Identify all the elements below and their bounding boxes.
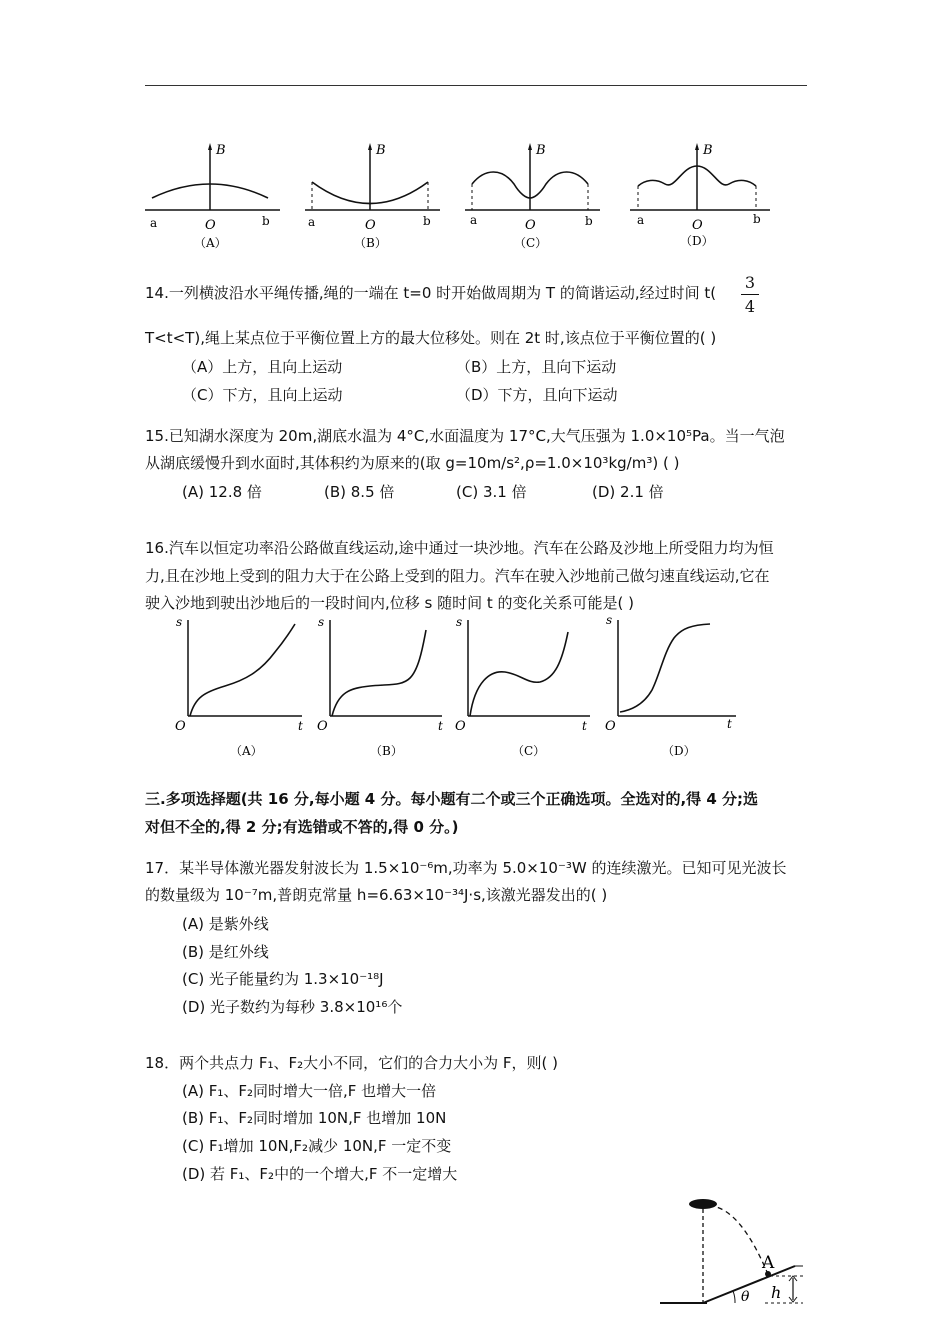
- svg-text:b: b: [585, 214, 593, 228]
- panel-q16-a: [175, 615, 303, 758]
- svg-text:a: a: [470, 213, 478, 227]
- origin-label: O: [205, 218, 216, 233]
- q14-option-a: （A）上方，且向上运动: [182, 358, 343, 376]
- height-label: h: [771, 1283, 782, 1302]
- svg-text:t: t: [727, 717, 732, 731]
- svg-text:t: t: [298, 719, 303, 733]
- svg-text:O: O: [692, 218, 703, 233]
- panel-q13-a: [145, 143, 280, 250]
- axis-label: B: [216, 143, 226, 158]
- svg-text:（D）: （D）: [662, 744, 696, 758]
- q18-option-d: (D) 若 F₁、F₂中的一个增大,F 不一定增大: [182, 1165, 458, 1183]
- svg-text:（B）: （B）: [370, 744, 403, 758]
- svg-text:a: a: [308, 215, 316, 229]
- figure-q16: [170, 612, 740, 762]
- svg-text:O: O: [365, 218, 376, 233]
- svg-text:（C）: （C）: [514, 236, 548, 250]
- svg-text:B: B: [536, 143, 546, 158]
- q18-line1: 18．两个共点力 F₁、F₂大小不同，它们的合力大小为 F，则( ): [145, 1054, 559, 1072]
- q17-line2: 的数量级为 10⁻⁷m,普朗克常量 h=6.63×10⁻³⁴J·s,该激光器发出的( ): [145, 886, 608, 904]
- angle-label: θ: [741, 1289, 750, 1305]
- caption: （A）: [194, 236, 227, 250]
- q16-line1: 16.汽车以恒定功率沿公路做直线运动,途中通过一块沙地。汽车在公路及沙地上所受阻力均为恒: [145, 539, 774, 557]
- q18-option-a: (A) F₁、F₂同时增大一倍,F 也增大一倍: [182, 1082, 437, 1100]
- point-a-label: A: [762, 1253, 775, 1273]
- q18-option-b: (B) F₁、F₂同时增加 10N,F 也增加 10N: [182, 1109, 447, 1127]
- q17-line1: 17．某半导体激光器发射波长为 1.5×10⁻⁶m,功率为 5.0×10⁻³W 的连续激光。已知可见光波长: [145, 859, 787, 877]
- q17-option-a: (A) 是紫外线: [182, 915, 269, 933]
- q16-line3: 驶入沙地到驶出沙地后的一段时间内,位移 s 随时间 t 的变化关系可能是( ): [145, 594, 635, 612]
- header-rule: [145, 85, 807, 86]
- q15-line2: 从湖底缓慢升到水面时,其体积约为原来的(取 g=10m/s²,ρ=1.0×10³kg/m³) ( ): [145, 454, 680, 472]
- point-b-label: b: [262, 214, 270, 228]
- q17-option-d: (D) 光子数约为每秒 3.8×10¹⁶个: [182, 998, 403, 1016]
- svg-text:t: t: [438, 719, 443, 733]
- q15-option-a: (A) 12.8 倍: [182, 483, 262, 501]
- q15-line1: 15.已知湖水深度为 20m,湖底水温为 4°C,水面温度为 17°C,大气压强为 1.0×10⁵Pa。当一气泡: [145, 427, 785, 445]
- figure-q13: [140, 140, 790, 255]
- svg-text:t: t: [582, 719, 587, 733]
- section3-heading-line2: 对但不全的,得 2 分;有选错或不答的,得 0 分。): [145, 818, 459, 836]
- svg-text:O: O: [317, 719, 328, 734]
- q14-fraction: 3 4: [741, 273, 759, 316]
- launcher: [689, 1199, 717, 1209]
- q16-line2: 力,且在沙地上受到的阻力大于在公路上受到的阻力。汽车在驶入沙地前己做匀速直线运动,它在: [145, 567, 770, 585]
- q17-option-c: (C) 光子能量约为 1.3×10⁻¹⁸J: [182, 970, 384, 988]
- svg-text:s: s: [606, 613, 613, 627]
- svg-text:a: a: [637, 213, 645, 227]
- svg-text:（D）: （D）: [680, 234, 714, 248]
- svg-text:O: O: [605, 719, 616, 734]
- svg-text:（C）: （C）: [512, 744, 546, 758]
- q14-option-c: （C）下方，且向上运动: [182, 386, 343, 404]
- svg-text:s: s: [318, 615, 325, 629]
- point-a-label: a: [150, 216, 158, 230]
- svg-text:s: s: [456, 615, 463, 629]
- q17-option-b: (B) 是红外线: [182, 943, 269, 961]
- svg-text:B: B: [376, 143, 386, 158]
- q15-option-b: (B) 8.5 倍: [324, 483, 395, 501]
- q15-option-d: (D) 2.1 倍: [592, 483, 664, 501]
- svg-text:O: O: [525, 218, 536, 233]
- panel-q13-d: [630, 143, 770, 248]
- q15-option-c: (C) 3.1 倍: [456, 483, 527, 501]
- svg-text:B: B: [703, 143, 713, 158]
- section3-heading-line1: 三.多项选择题(共 16 分,每小题 4 分。每小题有二个或三个正确选项。全选对的,得 4 分;选: [145, 790, 759, 808]
- svg-text:O: O: [175, 719, 186, 734]
- svg-text:（A）: （A）: [230, 744, 263, 758]
- svg-text:s: s: [176, 615, 183, 629]
- q14-option-d: （D）下方，且向下运动: [456, 386, 618, 404]
- q14-line2: T<t<T),绳上某点位于平衡位置上方的最大位移处。则在 2t 时,该点位于平衡位置的( ): [145, 329, 717, 347]
- panel-q13-c: [465, 143, 600, 250]
- panel-q16-d: [605, 613, 736, 758]
- svg-text:（B）: （B）: [354, 236, 387, 250]
- q14-line1: 14.一列横波沿水平绳传播,绳的一端在 t=0 时开始做周期为 T 的简谐运动,经过时间 t(: [145, 284, 717, 302]
- svg-text:O: O: [455, 719, 466, 734]
- panel-q13-b: [305, 143, 440, 250]
- figure-q19: [655, 1192, 805, 1307]
- panel-q16-c: [455, 615, 590, 758]
- svg-text:b: b: [423, 214, 431, 228]
- svg-text:b: b: [753, 212, 761, 226]
- q18-option-c: (C) F₁增加 10N,F₂减少 10N,F 一定不变: [182, 1137, 452, 1155]
- q14-option-b: （B）上方，且向下运动: [456, 358, 617, 376]
- panel-q16-b: [317, 615, 443, 758]
